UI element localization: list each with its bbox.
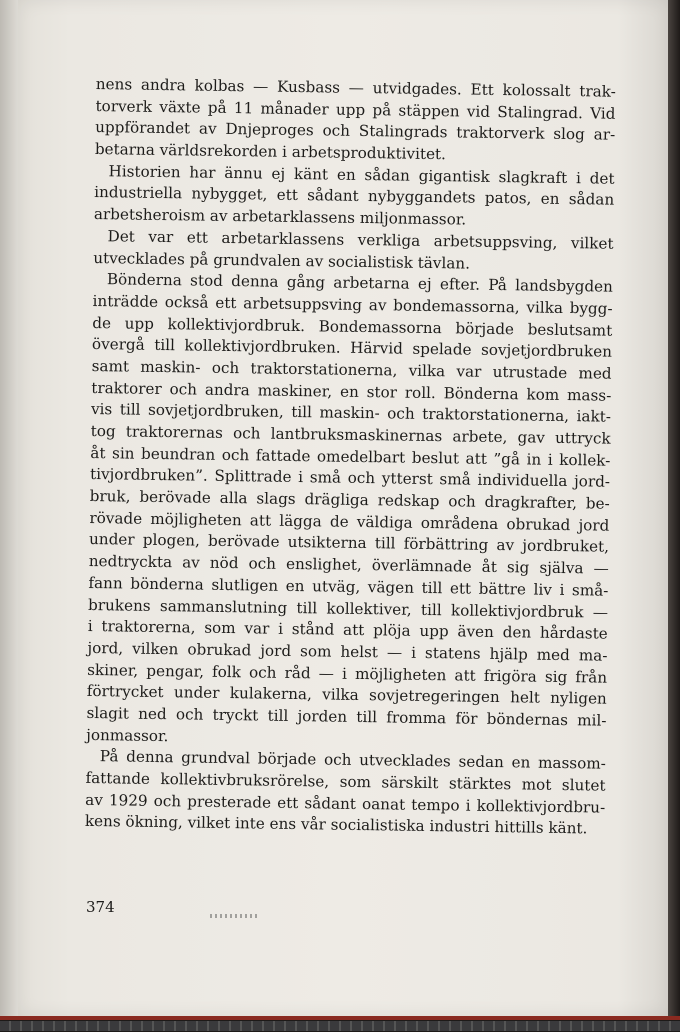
text-line: samt maskin- och traktorstationerna, vilka var utrustade med (91, 356, 612, 383)
text-line: brukens sammanslutning till kollektiver, till kollektivjordbruk — (87, 595, 609, 622)
text-line: åt sin beundran och fattade omedelbart beslut att ”gå in i kollek- (90, 443, 611, 470)
text-line: i traktorerna, som var i stånd att plöja upp även den hårdaste (87, 617, 608, 643)
text-line: utvecklades på grundvalen av socialistisk tävlan. (93, 248, 471, 273)
text-line: kens ökning, vilket inte ens vår socialistiska industri hittills känt. (84, 812, 588, 838)
text-line: nedtryckta av nöd och enslighet, överlämnade åt sig själva — (88, 552, 609, 578)
text-line: Bönderna stod denna gång arbetarna ej efter. På landsbygden (106, 270, 614, 296)
text-line: bruk, berövade alla slags drägliga redskap och dragkrafter, be- (89, 487, 610, 513)
scan-ruler-ticks (0, 1021, 680, 1031)
page-number: 374 (86, 898, 115, 916)
text-line: inträdde också ett arbetsuppsving av bondemassorna, vilka bygg- (92, 291, 613, 318)
text-line: övergå till kollektivjordbruken. Härvid spelade sovjetjordbruken (91, 335, 613, 361)
text-line: fann bönderna slutligen en utväg, vägen till ett bättre liv i små- (88, 573, 609, 600)
text-line: slagit ned och tryckt till jorden till fromma för böndernas mil- (86, 703, 607, 730)
text-line: under plogen, berövade utsikterna till förbättring av jordbruket, (88, 530, 610, 557)
text-line: förtrycket under kulakerna, vilka sovjetregeringen helt nyligen (86, 682, 607, 708)
scan-ruler-red-band (0, 1016, 680, 1020)
text-line: vis till sovjetjordbruken, till maskin- och traktorstationerna, iakt- (90, 400, 612, 426)
text-line: industriella nybygget, ett sådant nybyggandets patos, en sådan (94, 183, 615, 210)
text-line: jord, vilken obrukad jord som helst — i statens hjälp med ma- (87, 638, 608, 665)
text-line: jonmassor. (86, 725, 169, 745)
text-line: arbetsheroism av arbetarklassens miljonmassor. (93, 205, 467, 229)
text-line: uppförandet av Dnjeproges och Stalingrads traktorverk slog ar- (95, 118, 616, 145)
text-line: de upp kollektivjordbruk. Bondemassorna började beslutsamt (92, 313, 613, 340)
text-line: torverk växte på 11 månader upp på stäppen vid Stalingrad. Vid (95, 96, 616, 123)
text-line: På denna grundval började och utvecklades sedan en massom- (99, 747, 606, 773)
text-line: traktorer och andra maskiner, en stor roll. Bönderna kom mass- (91, 378, 612, 405)
text-line: betarna världsrekorden i arbetsproduktivitet. (94, 140, 447, 164)
text-line: Historien har ännu ej känt en sådan gigantisk slagkraft i det (108, 161, 615, 188)
print-smudge (210, 914, 260, 918)
text-line: nens andra kolbas — Kusbass — utvidgades. Ett kolossalt trak- (95, 74, 616, 101)
text-line: rövade möjligheten att lägga de väldiga områdena obrukad jord (89, 508, 610, 535)
text-line: fattande kollektivbruksrörelse, som särskilt stärktes mot slutet (85, 768, 606, 795)
text-line: skiner, pengar, folk och råd — i möjligheten att frigöra sig från (87, 660, 608, 687)
text-line: av 1929 och presterade ett sådant oanat tempo i kollektivjordbru- (85, 790, 606, 817)
page-edge-shadow (668, 0, 680, 1032)
body-text (85, 74, 616, 841)
scan-ruler (0, 1016, 680, 1032)
text-line: Det var ett arbetarklassens verkliga arbetsuppsving, vilket (107, 227, 614, 253)
text-line: tog traktorernas och lantbruksmaskinernas arbete, gav uttryck (90, 421, 611, 448)
text-line: tivjordbruken”. Splittrade i små och ytterst små individuella jord- (89, 465, 611, 492)
